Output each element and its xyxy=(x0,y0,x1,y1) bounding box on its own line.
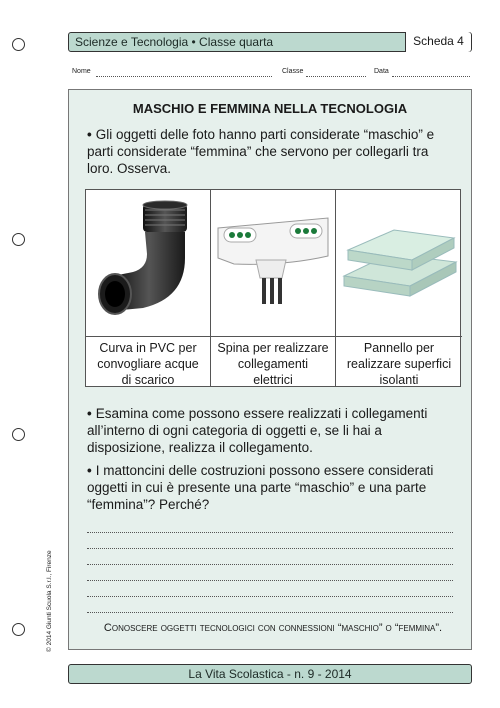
answer-lines[interactable] xyxy=(87,517,453,613)
task-1-text: Esamina come possono essere realizzati i collegamenti all’interno di ogni categoria di oggetti e, se li hai a disposizione, realizza il collegamento. xyxy=(87,406,428,455)
date-label: Data xyxy=(374,68,389,75)
caption-line: Pannello per xyxy=(363,341,435,355)
answer-line[interactable] xyxy=(87,597,453,613)
electric-plug-icon xyxy=(211,190,335,335)
binder-hole xyxy=(12,428,25,441)
plug-caption xyxy=(211,336,335,388)
caption-line: collegamenti xyxy=(237,357,309,371)
caption-line: realizzare superfici xyxy=(346,357,452,371)
bullet-icon: • xyxy=(87,406,92,421)
photo-cell-pvc xyxy=(86,190,211,386)
answer-line[interactable] xyxy=(87,549,453,565)
sheet-number: Scheda 4 xyxy=(405,32,471,52)
bullet-icon: • xyxy=(87,127,92,142)
learning-objective: Conoscere oggetti tecnologici con connessioni “maschio” o “femmina”. xyxy=(103,622,443,634)
answer-line[interactable] xyxy=(87,565,453,581)
answer-line[interactable] xyxy=(87,581,453,597)
date-field[interactable] xyxy=(392,76,470,77)
worksheet-title: MASCHIO E FEMMINA NELLA TECNOLOGIA xyxy=(132,101,408,116)
caption-line: Spina per realizzare xyxy=(217,341,329,355)
photo-cell-panel xyxy=(336,190,462,386)
class-field[interactable] xyxy=(306,76,366,77)
bullet-icon: • xyxy=(87,463,92,478)
binder-hole xyxy=(12,233,25,246)
header-bar xyxy=(68,32,472,52)
task-2 xyxy=(87,462,457,513)
subject-title: Scienze e Tecnologia • Classe quarta xyxy=(75,35,274,49)
task-1 xyxy=(87,405,457,456)
footer-bar xyxy=(68,664,472,684)
footer-text: La Vita Scolastica - n. 9 - 2014 xyxy=(188,667,352,681)
answer-line[interactable] xyxy=(87,517,453,533)
copyright-notice: © 2014 Giunti Scuola S.r.l., Firenze xyxy=(46,550,53,652)
photo-cell-plug xyxy=(211,190,336,386)
caption-line: Curva in PVC per xyxy=(99,341,197,355)
caption-line: convogliare acque xyxy=(97,357,199,371)
pvc-caption xyxy=(86,336,210,388)
intro-paragraph xyxy=(87,126,457,177)
binder-hole xyxy=(12,38,25,51)
binder-hole xyxy=(12,623,25,636)
caption-line: elettrici xyxy=(253,373,293,387)
caption-line: isolanti xyxy=(379,373,419,387)
photo-table xyxy=(85,189,461,387)
panel-caption xyxy=(336,336,462,388)
task-2-text: I mattoncini delle costruzioni possono essere considerati oggetti in cui è presente una parte “maschio” e una parte “femmina”? Perché? xyxy=(87,463,434,512)
name-label: Nome xyxy=(72,68,91,75)
class-label: Classe xyxy=(282,68,304,75)
intro-text: Gli oggetti delle foto hanno parti considerate “maschio” e parti considerate “femmina” che servono per collegarli tra loro. Osserva. xyxy=(87,127,435,176)
caption-line: di scarico xyxy=(121,373,175,387)
pvc-elbow-pipe-icon xyxy=(86,190,210,335)
insulation-panels-icon xyxy=(336,190,462,335)
worksheet-card xyxy=(68,89,472,650)
answer-line[interactable] xyxy=(87,533,453,549)
name-field[interactable] xyxy=(96,76,272,77)
